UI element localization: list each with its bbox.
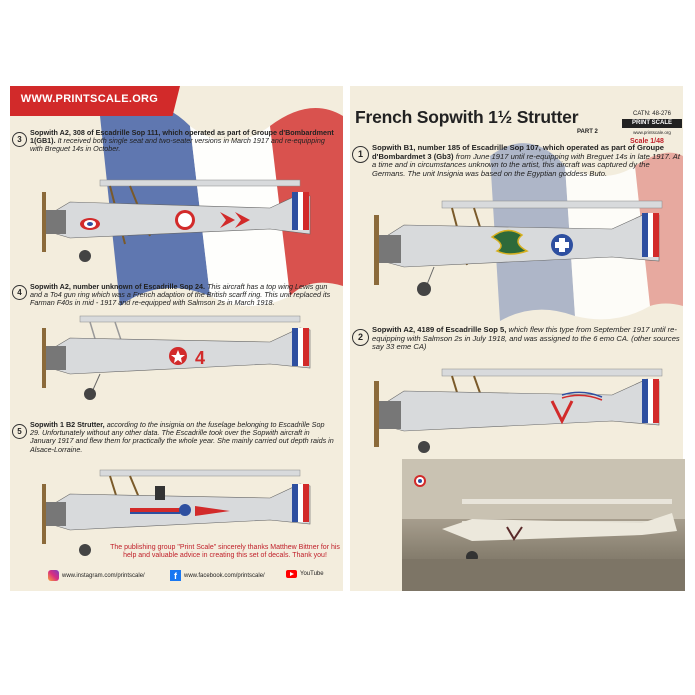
entry-title: Sopwith B1, number 185 of Escadrille Sop 107, which operated as part of Groupe d'Bombardmet 3 (Gb3) — [372, 143, 665, 161]
aircraft-profile-sop107 — [362, 195, 682, 300]
entry-5-description — [30, 421, 335, 454]
entry-title: Sopwith A2, 4189 of Escadrille Sop 5, — [372, 325, 507, 334]
entry-title: Sopwith A2, 308 of Escadrille Sop 111, which operated as part of Groupe d'Bombardment 1(GB1). — [30, 128, 334, 146]
youtube-link[interactable] — [286, 570, 324, 578]
scale-label: Scale 1/48 — [630, 138, 664, 145]
facebook-link[interactable] — [170, 570, 265, 581]
entry-2-description — [372, 326, 680, 352]
left-decal-sheet — [10, 86, 343, 591]
instagram-icon[interactable] — [48, 570, 59, 581]
brand-url: www.printscale.org — [633, 130, 671, 135]
aircraft-profile-sop5 — [362, 365, 682, 455]
entry-text: It received both single seat and two-seater versions in March 1917 and re-equipping with Breguet 14s in October. — [30, 136, 325, 154]
facebook-url[interactable]: www.facebook.com/printscale/ — [184, 572, 265, 579]
youtube-icon[interactable] — [286, 570, 297, 578]
aircraft-profile-sop24 — [30, 312, 320, 402]
photo-biplane — [402, 459, 685, 591]
aircraft-profile-sop111 — [30, 174, 320, 264]
entry-number: 2 — [352, 329, 369, 346]
facebook-icon[interactable]: f — [170, 570, 181, 581]
website-url[interactable]: WWW.PRINTSCALE.ORG — [20, 93, 159, 105]
entry-title: Sopwith 1 B2 Strutter, — [30, 420, 105, 429]
entry-4-description — [30, 283, 335, 308]
entry-text: according to the insignia on the fuselage belonging to Escadrille Sop 29. Unfortunately without any other data. The Escadrille took over the Sopwith aircraft in January 1917 and flew them for practically the whole year. She mainly carried out depth raids in Alsace-Lorraine. — [30, 420, 334, 454]
instagram-url[interactable]: www.instagram.com/printscale/ — [62, 572, 145, 579]
entry-text: from June 1917 until re-equipping with Breguet 14s in late 1917. At a time and in circumstances unknown to the artist, this aircraft was captured dy the Germans. The unit Insignia was based on the Egyptian goddess Buto. — [372, 151, 680, 178]
page-title: French Sopwith 1½ Strutter — [355, 107, 579, 127]
fuselage-number: 4 — [195, 348, 206, 368]
entry-title: Sopwith A2, number unknown of Escadrille Sop 24. — [30, 282, 206, 291]
instagram-link[interactable] — [48, 570, 145, 581]
entry-number: 3 — [12, 132, 27, 147]
entry-text: which flew this type from September 1917 until re-equipping with Salmson 2s in July 1918, and was assigned to the 6 emo CA. (other sources say 33 eme CA) — [372, 325, 680, 352]
entry-number: 4 — [12, 285, 27, 300]
catalog-box — [622, 111, 682, 136]
brand-logo: PRINT SCALE — [622, 119, 682, 128]
entry-3-description — [30, 129, 335, 154]
thanks-note: The publishing group "Print Scale" sincerely thanks Matthew Bittner for his help and valuable advice in creating this set of decals. Thank you! — [110, 544, 340, 559]
part-label: PART 2 — [577, 129, 598, 135]
entry-text: This aircraft has a top wing Lewis gun and a To4 gun ring which was a French adaption of the British scarff ring. This unit replaced its Farman F40s in mid - 1917 and re-equipped with Salmson 2s in March 1918. — [30, 282, 331, 308]
website-banner[interactable] — [10, 86, 180, 116]
entry-number: 5 — [12, 424, 27, 439]
historic-photo — [402, 459, 685, 591]
entry-1-description — [372, 144, 680, 178]
entry-number: 1 — [352, 146, 369, 163]
catalog-number: CATN: 48-276 — [633, 111, 671, 117]
youtube-label[interactable]: YouTube — [300, 571, 324, 577]
